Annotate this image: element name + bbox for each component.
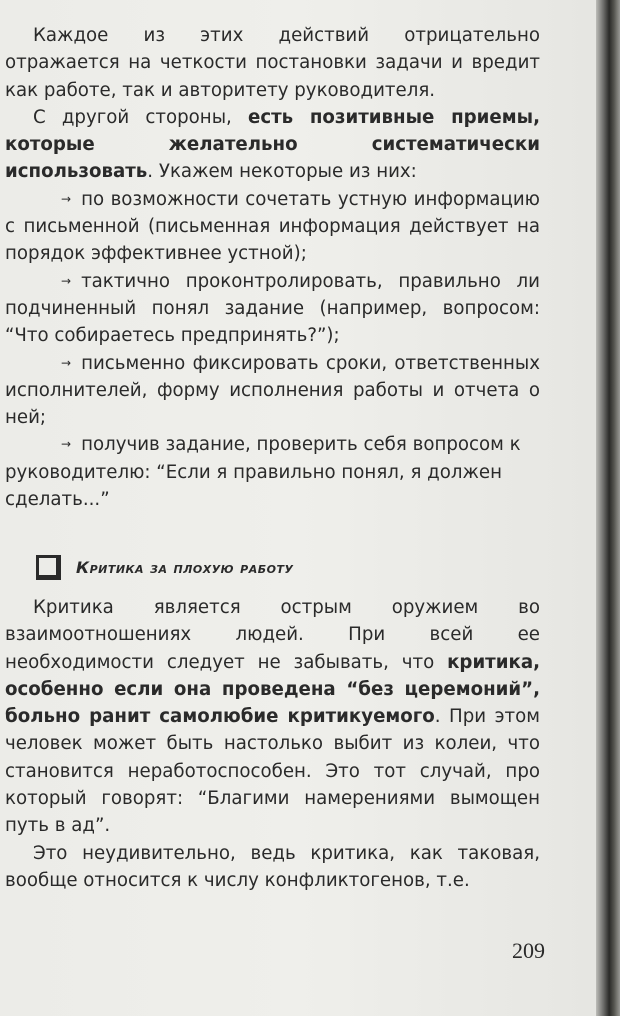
page-number: 209 [512, 938, 545, 963]
paragraph-3-bold: критика, особенно если она проведена “без церемоний”, больно ранит самолюбие критикуемого [5, 651, 540, 728]
paragraph-1: Каждое из этих действий отрицательно отражается на четкости постановки задачи и вредит как работе, так и авторитету руководителя. [5, 25, 540, 101]
book-spine-shadow [596, 0, 620, 1016]
lower-text-block [5, 594, 540, 894]
upper-text-block [5, 22, 540, 513]
list-item: → получив задание, проверить себя вопросом к руководителю: “Если я правильно понял, я должен сделать...” [5, 431, 540, 513]
paragraph-4: Это неудивительно, ведь критика, как таковая, вообще относится к числу конфликтогенов, т.е. [5, 842, 540, 891]
arrow-icon: → [61, 437, 72, 452]
list-item: → письменно фиксировать сроки, ответственных исполнителей, форму исполнения работы и отчета о ней; [5, 350, 540, 432]
arrow-icon: → [61, 355, 72, 370]
section-heading [36, 552, 293, 582]
list-item: → по возможности сочетать устную информацию с письменной (письменная информация действует на порядок эффективнее устной); [5, 186, 540, 268]
paragraph-2: С другой стороны, есть позитивные приемы, которые желательно систематически использовать. Укажем некоторые из них: [5, 106, 540, 183]
list-item: → тактично проконтролировать, правильно ли подчиненный понял задание (например, вопросом: “Что собираетесь предпринять?”); [5, 268, 540, 350]
arrow-icon: → [61, 191, 72, 206]
paragraph-2-bold: есть позитивные приемы, которые желательно систематически использовать [5, 106, 540, 183]
section-title: Критика за плохую работу [76, 557, 294, 577]
arrow-icon: → [61, 273, 72, 288]
paragraph-3: Критика является острым оружием во взаимоотношениях людей. При всей ее необходимости следует не забывать, что критика, особенно если она проведена “без церемоний”, больно ранит самолюбие критикуемого. При этом человек может быть настолько выбит из колеи, что становится неработоспособен. Это тот случай, про который говорят: “Благими намерениями вымощен путь в ад”. [5, 597, 540, 837]
square-box-icon [36, 555, 61, 580]
